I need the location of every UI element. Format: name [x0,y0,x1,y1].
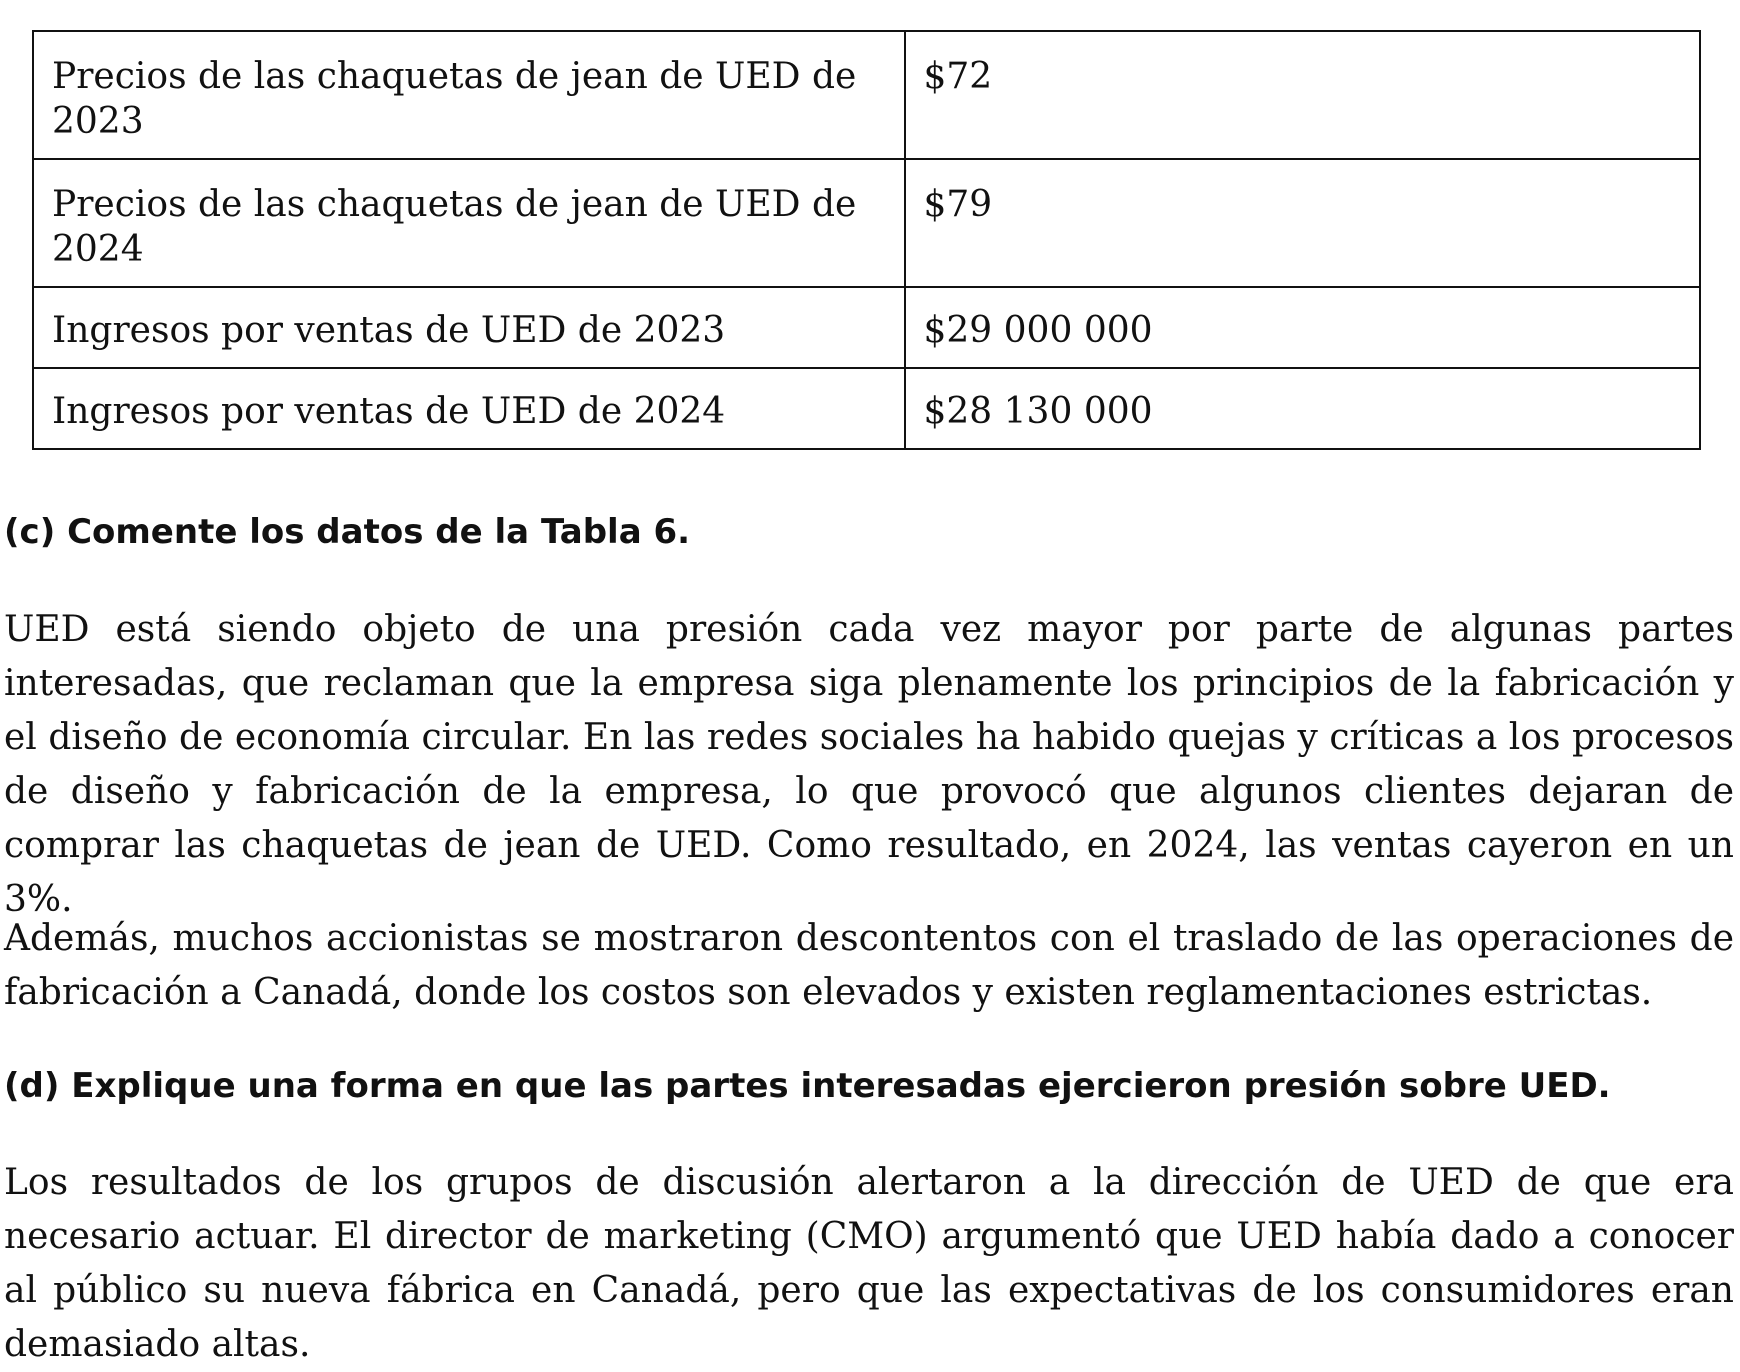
table-row [33,159,1700,287]
table-cell-label: Ingresos por ventas de UED de 2023 [33,287,905,368]
paragraph-stakeholder-pressure: UED está siendo objeto de una presión cada vez mayor por parte de algunas partes interesadas, que reclaman que la empresa siga plenamente los principios de la fabricación y el diseño de economía circular. En las redes sociales ha habido quejas y críticas a los procesos de diseño y fabricación de la empresa, lo que provocó que algunos clientes dejaran de comprar las chaquetas de jean de UED. Como resultado, en 2024, las ventas cayeron en un 3%. [4,609,1734,920]
paragraph-focus-groups: Los resultados de los grupos de discusión alertaron a la dirección de UED de que era necesario actuar. El director de marketing (CMO) argumentó que UED había dado a conocer al público su nueva fábrica en Canadá, pero que las expectativas de los consumidores eran demasiado altas. [4,1162,1734,1365]
question-c: (c) Comente los datos de la Tabla 6. [4,512,691,552]
table-row [33,31,1700,159]
table-cell-label: Ingresos por ventas de UED de 2024 [33,368,905,449]
table-row [33,368,1700,449]
question-d: (d) Explique una forma en que las partes interesadas ejercieron presión sobre UED. [4,1066,1611,1106]
table-cell-value: $72 [905,31,1701,159]
table-cell-value: $79 [905,159,1701,287]
paragraph-shareholders: Además, muchos accionistas se mostraron descontentos con el traslado de las operaciones de fabricación a Canadá, donde los costos son elevados y existen reglamentaciones estrictas. [4,918,1734,1013]
table-cell-label: Precios de las chaquetas de jean de UED de 2023 [33,31,905,159]
table-cell-label: Precios de las chaquetas de jean de UED de 2024 [33,159,905,287]
table-row [33,287,1700,368]
table-cell-value: $29 000 000 [905,287,1701,368]
data-table [32,30,1701,450]
table-cell-value: $28 130 000 [905,368,1701,449]
